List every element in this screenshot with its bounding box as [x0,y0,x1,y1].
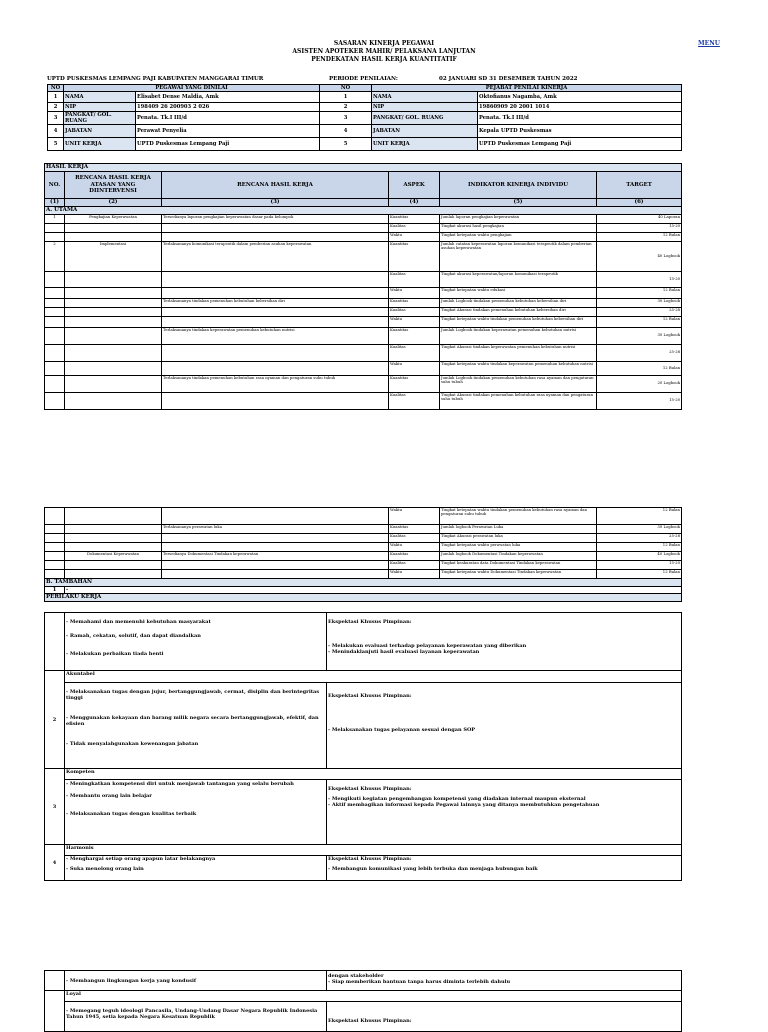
kinerja-no [45,344,65,361]
g5-no [45,991,65,1032]
kinerja-atasan [65,287,162,298]
kinerja-row [45,543,682,552]
num-4: (4) [389,199,440,207]
kinerja-indikator: Jumlah Logbook tindakan pemenuhan kebutuhan kebersihan diri [440,298,597,307]
kinerja-rhk [162,287,389,298]
kinerja-row [45,307,682,316]
g3-exp-1: - Mengikuti kegiatan pengembangan kompetensi yang diadakan internal maupun eksternal [328,796,586,802]
kinerja-row [45,561,682,570]
g2-items [65,683,327,769]
party-label-right: NIP [372,103,478,112]
party-label-left: UNIT KERJA [64,138,136,151]
g3-item-1: - Meningkatkan kompetensi diri untuk menjawab tantangan yang selalu berubah [66,781,294,787]
kinerja-atasan [65,344,162,361]
kinerja-row [45,570,682,579]
kinerja-aspek: Kualitas [389,561,440,570]
kinerja-row [45,344,682,361]
kinerja-target: 30 Logbook [597,327,682,344]
kinerja-target: 25-28 [597,307,682,316]
g1-items [65,613,327,671]
g5-item-1: - Memegang teguh ideologi Pancasila, Undang-Undang Dasar Negara Republik Indonesia Tahun 1945, setia kepada Negara Kesatuan Republik [66,1008,318,1020]
kinerja-atasan [65,327,162,344]
kinerja-aspek: Waktu [389,543,440,552]
g1-exp-1: - Melakukan evaluasi terhadap pelayanan keperawatan yang diberikan [328,643,527,649]
kinerja-no [45,525,65,534]
kinerja-rhk: Terlaksananya tindakan pemenuhan kebutuhan rasa nyaman dan pengaturan suhu tubuh [162,375,389,392]
num-6: (6) [597,199,682,207]
party-no-right: 2 [320,103,372,112]
party-no-left: 3 [48,112,64,125]
kinerja-atasan [65,570,162,579]
party-row [48,92,682,103]
kinerja-target: 25-28 [597,344,682,361]
hasil-kerja-title: HASIL KERJA [45,164,682,172]
kinerja-aspek: Kualitas [389,223,440,232]
unit-period-row [47,75,685,84]
kinerja-target: 12 Bulan [597,361,682,375]
kinerja-rhk: Tersedianya laporan pengkajian keperawatan dasar pada kelompok [162,214,389,223]
kinerja-no [45,307,65,316]
title-line-1: SASARAN KINERJA PEGAWAI [333,40,435,47]
kinerja-indikator: Tingkat ketepatan waktu pengkajian [440,232,597,241]
kinerja-aspek: Kuantitas [389,375,440,392]
col-hk-indikator: INDIKATOR KINERJA INDIVIDU [440,172,597,199]
kinerja-no [45,392,65,409]
menu-link[interactable]: MENU [698,40,720,47]
kinerja-indikator: Jumlah Logbook tindakan pemenuhan kebutuhan rasa nyaman dan pengaturan suhu tubuh [440,375,597,392]
party-no-right: 1 [320,92,372,103]
kinerja-aspek: Waktu [389,232,440,241]
section-tambahan: B. TAMBAHAN [45,579,682,587]
col-hk-atasan: RENCANA HASIL KERJA ATASAN YANG DIINTERVENSI [65,172,162,199]
party-label-right: UNIT KERJA [372,138,478,151]
g1-item-2: - Ramah, cekatan, solutif, dan dapat diandalkan [66,633,201,639]
party-no-left: 1 [48,92,64,103]
party-value-left: UPTD Puskesmas Lempang Paji [136,138,320,151]
kinerja-indikator: Jumlah logbook Dokumentasi Tindakan keperawatan [440,552,597,561]
party-no-left: 5 [48,138,64,151]
perilaku-table-continued [44,970,682,1032]
kinerja-atasan [65,307,162,316]
kinerja-aspek: Kualitas [389,392,440,409]
col-pejabat: PEJABAT PENILAI KINERJA [372,85,682,92]
party-value-right: 19860909 20 2001 1014 [478,103,682,112]
col-hk-target: TARGET [597,172,682,199]
g4-expectation [327,856,682,881]
col-no-right: NO [320,85,372,92]
party-row [48,138,682,151]
kinerja-indikator: Jumlah laporan pengkajian keperawatan [440,214,597,223]
kinerja-indikator: Jumlah Logbook tindakan keperawatan pemenuhan kebutuhan nutrisi [440,327,597,344]
g1-exp-label: Ekspektasi Khusus Pimpinan: [328,619,412,625]
num-5: (5) [440,199,597,207]
kinerja-no [45,298,65,307]
num-2: (2) [65,199,162,207]
kinerja-target: 12 Bulan [597,543,682,552]
kinerja-atasan [65,271,162,287]
kinerja-no [45,570,65,579]
kinerja-aspek: Kuantitas [389,552,440,561]
kinerja-rhk: Terlaksananya perawatan luka [162,525,389,534]
kinerja-target: 12 Bulan [597,316,682,327]
g4-title: Harmonis [65,845,682,856]
kinerja-aspek: Kuantitas [389,298,440,307]
kinerja-indikator: Tingkat keakuratan data Dokumentasi Tindakan keperawatan [440,561,597,570]
g3-no: 3 [45,769,65,845]
party-label-left: PANGKAT/ GOL. RUANG [64,112,136,125]
g4-no: 4 [45,845,65,881]
g2-item-2: - Menggunakan kekayaan dan barang milik negara secara bertanggungjawab, efektif, dan efisien [66,715,319,727]
kinerja-aspek: Kuantitas [389,241,440,271]
g1-item-3: - Melakukan perbaikan tiada henti [66,651,164,657]
party-no-left: 2 [48,103,64,112]
party-row [48,125,682,138]
kinerja-aspek: Kualitas [389,271,440,287]
kinerja-atasan [65,232,162,241]
kinerja-atasan [65,543,162,552]
kinerja-rhk [162,534,389,543]
tambahan-value: - [65,587,682,594]
g3-item-2: - Membantu orang lain belajar [66,793,152,799]
document-title-block [0,40,768,64]
g2-no: 2 [45,671,65,769]
kinerja-rhk: Terlaksananya tindakan keperawatan pemenuhan kebutuhan nutrisi [162,327,389,344]
kinerja-row [45,271,682,287]
kinerja-row [45,327,682,344]
kinerja-no [45,287,65,298]
num-1: (1) [45,199,65,207]
kinerja-target: 12 Bulan [597,287,682,298]
kinerja-target: 15-20 [597,271,682,287]
kinerja-target: 12 Bulan [597,232,682,241]
kinerja-row [45,232,682,241]
kinerja-atasan [65,508,162,525]
kinerja-rhk [162,232,389,241]
kinerja-target: 15-20 [597,561,682,570]
kinerja-row [45,361,682,375]
period-value: 02 JANUARI SD 31 DESEMBER TAHUN 2022 [439,76,578,82]
kinerja-indikator: Tingkat ketepatan waktu edukasi [440,287,597,298]
kinerja-rhk [162,316,389,327]
kinerja-rhk [162,271,389,287]
kinerja-target: 15-20 [597,223,682,232]
party-value-left: Perawat Penyelia [136,125,320,138]
kinerja-indikator: Tingkat ketepatan waktu tindakan keperawatan pemenuhan kebutuhan nutrisi [440,361,597,375]
g3-items [65,780,327,845]
g4b-exp-2: - Siap memberikan bantuan tanpa harus diminta terlebih dahulu [328,979,511,985]
kinerja-rhk [162,543,389,552]
kinerja-target: 30 Logbook [597,525,682,534]
party-value-right: Oktofianus Nagamba, Amk [478,92,682,103]
g3-expectation [327,780,682,845]
party-label-left: NAMA [64,92,136,103]
col-hk-aspek: ASPEK [389,172,440,199]
party-row [48,112,682,125]
g2-exp-label: Ekspektasi Khusus Pimpinan: [328,693,412,699]
kinerja-row [45,534,682,543]
party-no-right: 5 [320,138,372,151]
kinerja-aspek: Kuantitas [389,214,440,223]
kinerja-aspek: Waktu [389,361,440,375]
party-value-right: UPTD Puskesmas Lempang Paji [478,138,682,151]
party-label-right: PANGKAT/ GOL. RUANG [372,112,478,125]
party-value-left: 198409 26 200903 2 026 [136,103,320,112]
party-value-left: Penata. Tk.I III/d [136,112,320,125]
kinerja-target: 40 Logbook [597,552,682,561]
kinerja-row [45,392,682,409]
g3-title: Kompeten [65,769,682,780]
party-label-left: JABATAN [64,125,136,138]
kinerja-indikator: Tingkat ketepatan waktu tindakan pemenuhan kebutuhan kebersihan diri [440,316,597,327]
g4-exp-label: Ekspektasi Khusus Pimpinan: [328,856,412,862]
kinerja-atasan: Pengkajian Keperawatan [65,214,162,223]
g2-title: Akuntabel [65,671,682,683]
tambahan-no: 1 [45,587,65,594]
kinerja-indikator: Tingkat ketepatan waktu perawatan luka [440,543,597,552]
party-row [48,103,682,112]
kinerja-no [45,223,65,232]
kinerja-atasan [65,361,162,375]
kinerja-target: 25-28 [597,534,682,543]
kinerja-indikator: Tingkat Akurasi tindakan pemenuhan kebutuhan kebersihan diri [440,307,597,316]
g5-title: Loyal [65,991,682,1002]
kinerja-aspek: Kuantitas [389,525,440,534]
section-utama: A. UTAMA [45,206,682,214]
kinerja-no [45,561,65,570]
kinerja-atasan [65,316,162,327]
party-no-right: 4 [320,125,372,138]
kinerja-rhk: Terlaksananya komunikasi terapeutik dalam pemberian asuhan keperawatan [162,241,389,271]
kinerja-atasan [65,223,162,232]
kinerja-rhk [162,223,389,232]
kinerja-atasan: Implementasi [65,241,162,271]
kinerja-rhk [162,361,389,375]
kinerja-aspek: Kuantitas [389,327,440,344]
g3-exp-2: - Aktif membagikan informasi kepada Pegawai lainnya yang ditanya membutuhkan pengetahuan [328,802,600,808]
g4-item-2: - Suka menolong orang lain [66,866,144,872]
kinerja-rhk [162,344,389,361]
g5-expectation [327,1002,682,1032]
kinerja-indikator: Tingkat ketepatan waktu tindakan pemenuhan kebutuhan rasa nyaman dan pengaturan suhu tubuh [440,508,597,525]
kinerja-row [45,508,682,525]
kinerja-row [45,552,682,561]
g5-exp-label: Ekspektasi Khusus Pimpinan: [328,1018,412,1024]
kinerja-row [45,316,682,327]
kinerja-no [45,543,65,552]
kinerja-aspek: Kualitas [389,307,440,316]
g1-item-1: - Memahami dan memenuhi kebutuhan masyarakat [66,619,211,625]
kinerja-no [45,508,65,525]
kinerja-atasan [65,534,162,543]
kinerja-no [45,534,65,543]
kinerja-rhk: Terlaksananya tindakan pemenuhan kebutuhan kebersihan diri [162,298,389,307]
kinerja-no [45,552,65,561]
kinerja-no [45,316,65,327]
party-label-left: NIP [64,103,136,112]
kinerja-no [45,327,65,344]
kinerja-indikator: Tingkat Akurasi perawatan luka [440,534,597,543]
kinerja-rhk [162,570,389,579]
kinerja-target: 40 Logbook [597,241,682,271]
party-value-right: Kepala UPTD Puskesmas [478,125,682,138]
kinerja-atasan [65,375,162,392]
kinerja-row [45,287,682,298]
g4-item-1: - Menghargai setiap orang apapun latar belakangnya [66,856,216,862]
kinerja-target: 12 Bulan [597,570,682,579]
kinerja-indikator: Jumlah logbook Perawatan Luka [440,525,597,534]
hasil-kerja-continued [44,507,682,602]
kinerja-indikator: Tingkat ketepatan waktu Dokumentasi Tindakan keperawatan [440,570,597,579]
kinerja-row [45,298,682,307]
g1-no [45,613,65,671]
kinerja-rhk: Tersedianya Dokumentasi Tindakan keperawatan [162,552,389,561]
g2-item-3: - Tidak menyalahgunakan kewenangan jabatan [66,741,199,747]
kinerja-no [45,271,65,287]
party-value-left: Elisabet Dense Maldia, Amk [136,92,320,103]
col-no-left: NO [48,85,64,92]
g4b-no [45,971,65,991]
kinerja-indikator: Tingkat akurasi hasil pengkajian [440,223,597,232]
g4b-item: - Membangun lingkungan kerja yang kondusif [65,971,327,991]
party-label-right: JABATAN [372,125,478,138]
title-line-2: ASISTEN APOTEKER MAHIR/ PELAKSANA LANJUTAN [292,48,476,55]
kinerja-aspek: Waktu [389,316,440,327]
kinerja-row [45,223,682,232]
kinerja-no [45,361,65,375]
kinerja-atasan: Dokumentasi Keperawatan [65,552,162,561]
kinerja-row [45,214,682,223]
kinerja-rhk [162,508,389,525]
perilaku-table [44,612,682,881]
perilaku-title: PERILAKU KERJA [45,594,682,602]
kinerja-aspek: Kualitas [389,344,440,361]
g2-exp-1: - Melaksanakan tugas pelayanan sesuai dengan SOP [328,727,476,733]
g2-expectation [327,683,682,769]
kinerja-target: 40 Laporan [597,214,682,223]
party-no-left: 4 [48,125,64,138]
kinerja-target: 12 Bulan [597,508,682,525]
g3-exp-label: Ekspektasi Khusus Pimpinan: [328,786,412,792]
kinerja-atasan [65,392,162,409]
g5-items [65,1002,327,1032]
g4b-expectation [327,971,682,991]
kinerja-aspek: Kualitas [389,534,440,543]
kinerja-atasan [65,298,162,307]
kinerja-target: 20 Logbook [597,375,682,392]
kinerja-no [45,232,65,241]
col-hk-rhk: RENCANA HASIL KERJA [162,172,389,199]
kinerja-indikator: Tingkat akurasi keperawatan/laporan komunikasi terapeutik [440,271,597,287]
col-hk-no: NO. [45,172,65,199]
kinerja-rhk [162,307,389,316]
col-pegawai: PEGAWAI YANG DINILAI [64,85,320,92]
kinerja-aspek: Waktu [389,570,440,579]
kinerja-atasan [65,525,162,534]
party-no-right: 3 [320,112,372,125]
num-3: (3) [162,199,389,207]
kinerja-aspek: Waktu [389,508,440,525]
g4-exp-1: - Membangun komunikasi yang lebih terbuka dan menjaga hubungan baik [328,866,538,872]
g3-item-3: - Melaksanakan tugas dengan kualitas terbaik [66,811,197,817]
period-label: PERIODE PENILAIAN: [329,76,398,82]
kinerja-indikator: Tingkat Akurasi tindakan pemenuhan kebutuhan rasa nyaman dan pengaturan suhu tubuh [440,392,597,409]
kinerja-no: 2 [45,241,65,271]
g1-exp-2: - Menindaklanjuti hasil evaluasi layanan keperawatan [328,649,480,655]
kinerja-atasan [65,561,162,570]
kinerja-indikator: Tingkat Akurasi tindakan keperawatan pemenuhan kebutuhan nutrisi [440,344,597,361]
parties-table [47,84,682,151]
kinerja-rhk [162,392,389,409]
kinerja-aspek: Waktu [389,287,440,298]
kinerja-row [45,525,682,534]
party-label-right: NAMA [372,92,478,103]
kinerja-indikator: Jumlah catatan keperawatan laporan komunikasi terapeutik dalam pemberian asuhan keperawatan [440,241,597,271]
g4b-exp-1: dengan stakeholder [328,973,384,979]
kinerja-target: 30 Logbook [597,298,682,307]
g4-items [65,856,327,881]
kinerja-row [45,375,682,392]
kinerja-target: 15-20 [597,392,682,409]
kinerja-row [45,241,682,271]
title-line-3: PENDEKATAN HASIL KERJA KUANTITATIF [311,56,457,63]
unit-line: UPTD PUSKESMAS LEMPANG PAJI KABUPATEN MANGGARAI TIMUR [47,76,264,82]
kinerja-rhk [162,561,389,570]
g1-expectation [327,613,682,671]
kinerja-no: 1 [45,214,65,223]
kinerja-no [45,375,65,392]
g2-item-1: - Melaksanakan tugas dengan jujur, bertanggungjawab, cermat, disiplin dan berintegritas tinggi [66,689,320,701]
party-value-right: Penata. Tk.I III/d [478,112,682,125]
hasil-kerja-table [44,163,682,410]
